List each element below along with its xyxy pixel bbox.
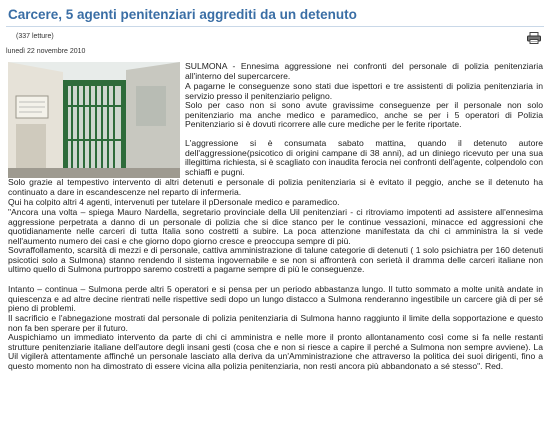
paragraph-agents: Qui ha colpito altri 4 agenti, intervenuti per tutelare il pDersonale medico e paramedico. — [8, 197, 340, 207]
prison-photo — [8, 62, 180, 178]
paragraph-intro: SULMONA - Ennesima aggressione nei confronti del personale di polizia penitenziaria all'interno del supercarcere. — [185, 61, 543, 81]
paragraph-aggression: L'aggressione si è consumata sabato mattina, quando il detenuto autore dell'aggressione(psicotico di origini campane di 38 anni), ad un diniego ricevuto per una sua illegittima richiesta, si è scagliato con inaudita ferocia nei confronti dell'agente, colpendolo con schiaffi e pugni. — [185, 138, 543, 177]
paragraph-appeal: Auspichiamo un immediato intervento da parte di chi ci amministra e nelle more il pronto allontanamento così come si fa nelle restanti strutture penitenziarie italiane dell'autore degli insani gesti (cosa che e non si riesce a capire il perché a Sulmona non sempre avviene). La Uil vigilerà attentamente affinché un personale lasciato alla deriva da un'Amministrazione che attraverso la politica dei suoi dirigenti, fino a questo momento non ha dimostrato di essere vicina alla polizia penitenziaria, non resti ancora più abbandonato a sé stesso". Red. — [8, 332, 543, 371]
read-count: (337 letture) — [16, 33, 54, 40]
paragraph-meanwhile: Intanto – continua – Sulmona perde altri 5 operatori e si pensa per un periodo abbastanza lungo. Il tutto sommato a molte unità andate in quiescenza e ad altre decine rientrati nelle rispettive sedi dopo un lungo distacco a Sulmona renderanno ingestibile un carcere già di per sé pieno di problemi. — [8, 284, 543, 314]
paragraph-overcrowding: Sovraffollamento, scarsità di mezzi e di personale, cattiva amministrazione di talune categorie di detenuti ( 1 solo psichiatra per 160 detenuti psicotici solo a Sulmona) stanno rendendo il sistema ingovernabile e se non si affronterà con serietà il dramma delle carceri italiane non ultimo quello di Sulmona purtroppo saremo costretti a pagarne sempre di più le conseguenze. — [8, 245, 543, 275]
printer-icon[interactable] — [527, 31, 541, 43]
paragraph-intervention: Solo grazie al tempestivo intervento di altri detenuti e personale di polizia penitenziaria si è evitato il peggio, anche se il detenuto ha continuato a dare in escandescenze nel reparto di infermeria. — [8, 177, 543, 197]
paragraph-quote: "Ancora una volta – spiega Mauro Nardella, segretario provinciale della Uil penitenziari - ci ritroviamo impotenti ad assistere all'ennesima aggressione perpetrata a danno di un personale di polizia che si dice stanco per le continue vessazioni, minacce ed aggressioni che quotidianamente nelle carceri di tutta Italia sono costretti a subire. La poca attenzione manifestata da chi ci amministra la si vede nell'aumento numero dei casi e che giorno dopo giorno cresce e preoccupa sempre di più. — [8, 207, 543, 246]
paragraph-consequences: A pagarne le conseguenze sono stati due ispettori e tre assistenti di polizia penitenziaria in servizio presso il penitenziario peligno. — [185, 81, 543, 101]
article-date: lunedì 22 novembre 2010 — [6, 48, 86, 55]
paragraph-staff: Solo per caso non si sono avute gravissime conseguenze per il personale non solo penitenziario ma anche medico e paramedico, anche se per i 5 operatori di Polizia Penitenziario si è dovuti ricorrere alle cure mediche per le ferite riportate. — [185, 100, 543, 130]
article-header — [6, 4, 544, 27]
paragraph-sacrifice: Il sacrificio e l'abnegazione mostrati dal personale di polizia penitenziaria di Sulmona hanno raggiunto il limite della sopportazione e questo non fa ben sperare per il futuro. — [8, 313, 543, 333]
article-title[interactable]: Carcere, 5 agenti penitenziari aggrediti da un detenuto — [8, 7, 357, 22]
